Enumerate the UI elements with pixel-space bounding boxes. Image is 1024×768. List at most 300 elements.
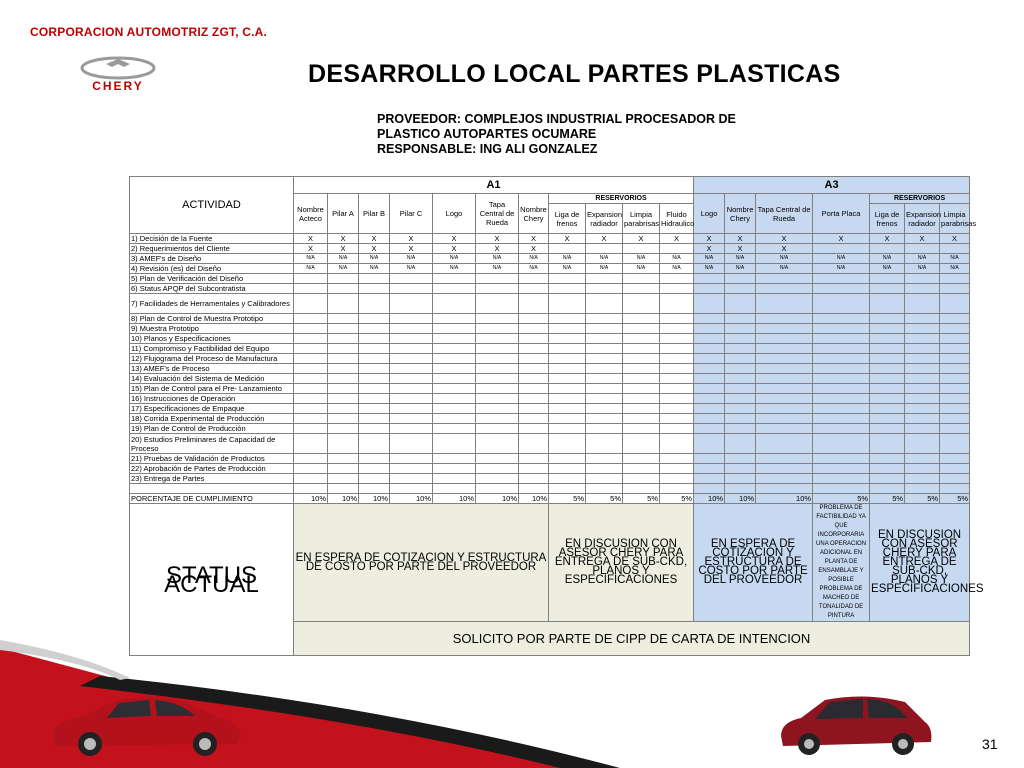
status-cell <box>476 474 519 484</box>
status-cell: N/A <box>519 264 549 274</box>
status-cell: X <box>476 234 519 244</box>
status-cell <box>756 334 813 344</box>
status-cell <box>725 344 756 354</box>
status-cell <box>476 424 519 434</box>
status-cell <box>905 294 940 314</box>
status-cell <box>586 294 623 314</box>
status-cell: N/A <box>870 264 905 274</box>
status-cell: N/A <box>813 254 870 264</box>
status-cell: N/A <box>725 254 756 264</box>
status-cell: N/A <box>433 264 476 274</box>
status-cell: N/A <box>660 254 694 264</box>
table-row <box>130 384 970 394</box>
status-cell <box>623 374 660 384</box>
pct-value: 10% <box>359 494 390 504</box>
status-cell <box>870 334 905 344</box>
status-cell <box>433 484 476 494</box>
activity-label: 5) Plan de Verificación del Diseño <box>130 274 294 284</box>
status-cell <box>433 284 476 294</box>
status-cell <box>694 384 725 394</box>
status-cell <box>813 434 870 454</box>
status-cell: X <box>586 234 623 244</box>
status-cell <box>294 334 328 344</box>
status-cell: X <box>725 234 756 244</box>
table-row <box>130 454 970 464</box>
status-cell <box>756 384 813 394</box>
status-cell <box>433 464 476 474</box>
status-cell <box>660 414 694 424</box>
status-cell <box>694 324 725 334</box>
status-cell <box>694 464 725 474</box>
status-cell <box>390 344 433 354</box>
status-cell: X <box>390 244 433 254</box>
status-cell <box>433 404 476 414</box>
status-cell <box>549 434 586 454</box>
status-cell <box>660 244 694 254</box>
status-cell: X <box>660 234 694 244</box>
status-cell <box>756 424 813 434</box>
status-cell <box>586 454 623 464</box>
status-cell <box>870 454 905 464</box>
status-cell <box>623 404 660 414</box>
status-cell <box>359 374 390 384</box>
status-cell <box>725 434 756 454</box>
status-cell <box>623 274 660 284</box>
status-cell <box>549 414 586 424</box>
status-cell <box>549 374 586 384</box>
col-header: Fluido Hidraulico <box>660 204 694 234</box>
status-cell: X <box>294 244 328 254</box>
status-cell <box>328 274 359 284</box>
status-cell <box>694 424 725 434</box>
status-cell: X <box>905 234 940 244</box>
activity-label: 21) Pruebas de Validación de Productos <box>130 454 294 464</box>
status-cell <box>813 424 870 434</box>
status-cell <box>756 474 813 484</box>
status-cell <box>359 404 390 414</box>
reservorios-a1-header: RESERVORIOS <box>549 194 694 204</box>
status-cell <box>359 284 390 294</box>
status-cell <box>549 324 586 334</box>
status-cell <box>549 384 586 394</box>
status-cell <box>433 474 476 484</box>
col-header: Pilar C <box>390 194 433 234</box>
status-cell: N/A <box>549 254 586 264</box>
status-cell <box>549 464 586 474</box>
status-cell <box>756 274 813 284</box>
status-cell <box>813 284 870 294</box>
status-cell <box>390 334 433 344</box>
status-cell <box>905 244 940 254</box>
status-cell <box>359 454 390 464</box>
status-cell <box>660 404 694 414</box>
status-cell <box>433 294 476 314</box>
activity-label: 11) Compromiso y Factibilidad del Equipo <box>130 344 294 354</box>
status-cell <box>359 354 390 364</box>
status-cell <box>359 324 390 334</box>
status-cell <box>294 384 328 394</box>
table-row <box>130 404 970 414</box>
table-row <box>130 284 970 294</box>
status-cell <box>756 394 813 404</box>
status-cell <box>519 354 549 364</box>
status-cell <box>294 284 328 294</box>
activity-label: 23) Entrega de Partes <box>130 474 294 484</box>
status-cell: N/A <box>660 264 694 274</box>
table-row <box>130 274 970 284</box>
status-cell <box>359 314 390 324</box>
status-cell: N/A <box>905 254 940 264</box>
status-cell <box>476 434 519 454</box>
group-a1-header: A1 <box>294 177 694 194</box>
status-cell <box>519 294 549 314</box>
status-cell: X <box>756 234 813 244</box>
status-cell <box>905 354 940 364</box>
status-cell: X <box>549 234 586 244</box>
col-header: Nombre Chery <box>725 194 756 234</box>
status-cell <box>905 464 940 474</box>
col-header: Logo <box>433 194 476 234</box>
status-cell <box>756 364 813 374</box>
status-cell <box>359 414 390 424</box>
status-cell <box>725 454 756 464</box>
status-cell <box>725 364 756 374</box>
status-cell <box>813 244 870 254</box>
status-a1-reservorios: EN DISCUSION CON ASESOR CHERY PARA ENTREGA DE SUB-CKD, PLANOS Y ESPECIFICACIONES <box>549 504 694 622</box>
status-cell <box>623 334 660 344</box>
status-cell <box>725 374 756 384</box>
activity-label: 15) Plan de Control para el Pre- Lanzamiento <box>130 384 294 394</box>
status-cell <box>694 374 725 384</box>
activity-label: 17) Especificaciones de Empaque <box>130 404 294 414</box>
status-cell <box>476 344 519 354</box>
status-cell <box>476 484 519 494</box>
status-cell <box>433 414 476 424</box>
status-cell <box>905 284 940 294</box>
svg-text:CHERY: CHERY <box>92 79 144 93</box>
pct-value: 10% <box>433 494 476 504</box>
status-cell <box>870 434 905 454</box>
status-cell <box>328 464 359 474</box>
status-cell <box>870 344 905 354</box>
status-cell <box>549 484 586 494</box>
status-cell <box>433 314 476 324</box>
status-cell <box>940 464 970 474</box>
status-cell: X <box>328 244 359 254</box>
status-cell <box>940 324 970 334</box>
status-cell <box>476 374 519 384</box>
pct-value: 5% <box>586 494 623 504</box>
status-cell <box>756 354 813 364</box>
status-cell <box>623 344 660 354</box>
status-cell <box>519 424 549 434</box>
status-cell: N/A <box>549 264 586 274</box>
pct-value: 10% <box>694 494 725 504</box>
status-cell <box>813 314 870 324</box>
col-header: Tapa Central de Rueda <box>756 194 813 234</box>
status-cell <box>390 464 433 474</box>
status-cell: N/A <box>476 264 519 274</box>
status-cell <box>870 374 905 384</box>
status-cell <box>725 274 756 284</box>
col-header: Pilar A <box>328 194 359 234</box>
status-cell <box>328 354 359 364</box>
status-cell: N/A <box>940 254 970 264</box>
status-cell <box>940 284 970 294</box>
status-cell: X <box>756 244 813 254</box>
status-cell <box>328 334 359 344</box>
status-cell <box>905 374 940 384</box>
status-cell <box>813 334 870 344</box>
activity-label: 14) Evaluación del Sistema de Medición <box>130 374 294 384</box>
status-cell <box>694 344 725 354</box>
status-cell <box>660 434 694 454</box>
status-cell <box>905 474 940 484</box>
status-cell <box>549 394 586 404</box>
status-cell <box>870 294 905 314</box>
status-cell <box>359 274 390 284</box>
status-cell <box>328 434 359 454</box>
status-cell <box>813 404 870 414</box>
status-cell <box>870 404 905 414</box>
status-cell <box>519 334 549 344</box>
status-cell <box>905 364 940 374</box>
status-cell <box>660 334 694 344</box>
status-cell: X <box>294 234 328 244</box>
status-cell <box>390 484 433 494</box>
status-cell <box>549 274 586 284</box>
status-cell <box>359 464 390 474</box>
status-cell <box>905 334 940 344</box>
status-cell <box>870 314 905 324</box>
status-cell <box>586 274 623 284</box>
table-row <box>130 354 970 364</box>
status-cell <box>476 294 519 314</box>
status-cell: X <box>390 234 433 244</box>
status-cell <box>390 414 433 424</box>
status-cell <box>660 364 694 374</box>
col-header: Liga de frenos <box>870 204 905 234</box>
col-header: Porta Placa <box>813 194 870 234</box>
table-row <box>130 364 970 374</box>
status-cell <box>549 314 586 324</box>
status-cell <box>519 454 549 464</box>
status-cell <box>870 384 905 394</box>
status-cell <box>519 394 549 404</box>
status-cell <box>328 324 359 334</box>
page-title: DESARROLLO LOCAL PARTES PLASTICAS <box>308 60 841 88</box>
status-cell <box>519 384 549 394</box>
status-cell <box>519 284 549 294</box>
status-cell <box>725 484 756 494</box>
status-cell <box>433 424 476 434</box>
pct-value: 10% <box>756 494 813 504</box>
status-cell: X <box>359 244 390 254</box>
status-cell <box>940 394 970 404</box>
status-cell <box>870 354 905 364</box>
table-row <box>130 244 970 254</box>
activity-label: 3) AMEF's de Diseño <box>130 254 294 264</box>
status-cell <box>328 394 359 404</box>
status-cell <box>813 274 870 284</box>
activity-label: 12) Flujograma del Proceso de Manufactura <box>130 354 294 364</box>
red-car-image-right <box>775 688 935 760</box>
status-cell <box>359 434 390 454</box>
status-a3-main: EN ESPERA DE COTIZACION Y ESTRUCTURA DE COSTO POR PARTE DEL PROVEEDOR <box>694 504 813 622</box>
status-cell <box>870 364 905 374</box>
status-cell <box>694 404 725 414</box>
status-cell <box>328 284 359 294</box>
status-cell <box>623 294 660 314</box>
status-cell <box>433 364 476 374</box>
status-cell <box>294 474 328 484</box>
status-cell <box>476 464 519 474</box>
status-cell <box>549 404 586 414</box>
col-header: Pilar B <box>359 194 390 234</box>
status-cell <box>870 244 905 254</box>
status-cell <box>359 294 390 314</box>
status-cell: N/A <box>294 254 328 264</box>
status-cell <box>905 424 940 434</box>
status-cell <box>813 454 870 464</box>
status-cell <box>549 244 586 254</box>
status-cell: N/A <box>870 254 905 264</box>
activity-label: 22) Aprobación de Partes de Producción <box>130 464 294 474</box>
status-cell <box>433 274 476 284</box>
status-cell <box>359 424 390 434</box>
status-cell <box>390 394 433 404</box>
status-cell <box>905 394 940 404</box>
status-cell: X <box>694 234 725 244</box>
status-cell <box>586 244 623 254</box>
status-cell <box>586 384 623 394</box>
status-cell <box>390 324 433 334</box>
status-cell <box>476 384 519 394</box>
status-cell <box>756 284 813 294</box>
status-cell <box>390 364 433 374</box>
supplier-line-1: PROVEEDOR: COMPLEJOS INDUSTRIAL PROCESADOR DE <box>377 112 736 126</box>
status-cell <box>725 324 756 334</box>
status-cell <box>328 344 359 354</box>
status-cell <box>756 344 813 354</box>
status-cell <box>294 454 328 464</box>
status-cell <box>390 384 433 394</box>
table-row <box>130 334 970 344</box>
status-cell <box>940 474 970 484</box>
status-cell <box>660 484 694 494</box>
status-cell <box>813 354 870 364</box>
status-cell <box>586 364 623 374</box>
status-cell <box>940 244 970 254</box>
status-cell <box>660 274 694 284</box>
status-cell <box>940 354 970 364</box>
table-row <box>130 234 970 244</box>
status-cell <box>549 284 586 294</box>
page-number: 31 <box>982 736 998 752</box>
pct-value: 10% <box>519 494 549 504</box>
status-cell <box>294 324 328 334</box>
status-cell <box>694 314 725 324</box>
status-cell <box>940 364 970 374</box>
status-cell <box>905 414 940 424</box>
status-cell <box>905 434 940 454</box>
status-cell: N/A <box>519 254 549 264</box>
status-cell <box>660 324 694 334</box>
status-cell <box>623 284 660 294</box>
status-cell <box>549 424 586 434</box>
status-cell <box>905 404 940 414</box>
status-cell <box>328 474 359 484</box>
status-cell <box>725 414 756 424</box>
status-cell <box>725 424 756 434</box>
status-cell: N/A <box>586 264 623 274</box>
status-cell <box>813 324 870 334</box>
status-cell: N/A <box>940 264 970 274</box>
status-cell <box>660 394 694 404</box>
status-cell: N/A <box>813 264 870 274</box>
status-cell <box>390 404 433 414</box>
status-cell <box>660 354 694 364</box>
status-cell <box>519 414 549 424</box>
table-row <box>130 294 970 314</box>
status-cell <box>328 294 359 314</box>
status-cell <box>433 354 476 364</box>
status-cell <box>549 454 586 464</box>
activity-label: 2) Requerimientos del Cliente <box>130 244 294 254</box>
status-cell <box>660 464 694 474</box>
status-cell <box>694 364 725 374</box>
status-cell <box>359 474 390 484</box>
status-cell <box>756 454 813 464</box>
activity-label: 18) Corrida Experimental de Producción <box>130 414 294 424</box>
status-cell <box>870 424 905 434</box>
status-cell <box>940 434 970 454</box>
status-cell <box>549 354 586 364</box>
status-cell <box>756 484 813 494</box>
status-cell <box>694 454 725 464</box>
status-cell <box>905 454 940 464</box>
activity-label: 16) Instrucciones de Operación <box>130 394 294 404</box>
status-cell <box>940 384 970 394</box>
pct-value: 5% <box>660 494 694 504</box>
status-cell <box>294 354 328 364</box>
activity-label: 7) Facilidades de Herramentales y Calibradores <box>130 294 294 314</box>
status-cell <box>756 314 813 324</box>
status-cell <box>390 314 433 324</box>
status-cell <box>940 374 970 384</box>
status-cell <box>725 464 756 474</box>
status-cell <box>294 484 328 494</box>
activity-label: 9) Muestra Prototipo <box>130 324 294 334</box>
status-cell <box>725 384 756 394</box>
status-cell <box>905 314 940 324</box>
status-cell <box>940 424 970 434</box>
col-header: Expansion radiador <box>905 204 940 234</box>
status-cell <box>694 474 725 484</box>
status-cell <box>660 314 694 324</box>
status-cell <box>905 344 940 354</box>
status-cell <box>328 384 359 394</box>
status-cell <box>433 374 476 384</box>
status-cell <box>433 334 476 344</box>
status-cell <box>660 344 694 354</box>
col-header: Logo <box>694 194 725 234</box>
status-cell <box>623 484 660 494</box>
status-cell: N/A <box>328 254 359 264</box>
status-cell <box>549 344 586 354</box>
status-cell <box>476 284 519 294</box>
status-cell <box>940 454 970 464</box>
